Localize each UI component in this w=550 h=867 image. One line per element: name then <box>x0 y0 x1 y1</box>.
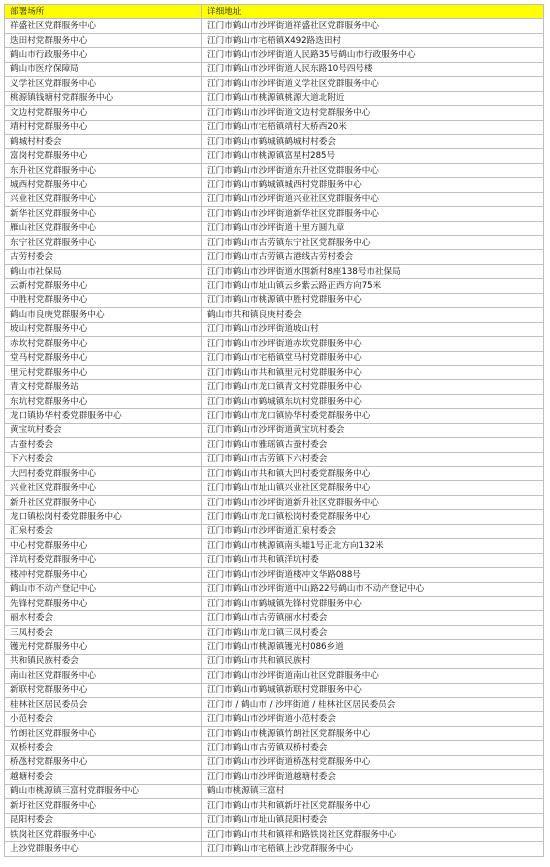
table-row <box>5 409 544 423</box>
address-cell: 江门市鹤山市桃源镇镬光村086乡道 <box>202 640 544 654</box>
place-cell: 小范村委会 <box>5 712 202 726</box>
place-cell: 三凤村委会 <box>5 625 202 639</box>
table-row <box>5 351 544 365</box>
address-cell: 江门市鹤山市沙坪街道义学社区党群服务中心 <box>202 77 544 91</box>
place-cell: 青文村党群服务站 <box>5 380 202 394</box>
table-row <box>5 322 544 336</box>
address-cell: 江门市 / 鹤山市 / 沙坪街道 / 桂林社区居民委员会 <box>202 698 544 712</box>
table-row <box>5 467 544 481</box>
table-row <box>5 452 544 466</box>
table-row <box>5 582 544 596</box>
place-cell: 新联村党群服务中心 <box>5 683 202 697</box>
table-row <box>5 669 544 683</box>
table-row <box>5 221 544 235</box>
address-cell: 江门市鹤山市共和镇新圩社区党群服务中心 <box>202 799 544 813</box>
address-cell: 江门市鹤山市桃源镇富星村285号 <box>202 149 544 163</box>
address-cell: 江门市鹤山市沙坪街道汇泉村委会 <box>202 524 544 538</box>
place-cell: 雁山社区党群服务中心 <box>5 221 202 235</box>
place-cell: 靖村村党群服务中心 <box>5 120 202 134</box>
table-row <box>5 207 544 221</box>
table-row <box>5 683 544 697</box>
place-cell: 丽水村委会 <box>5 611 202 625</box>
place-cell: 铁岗社区党群服务中心 <box>5 827 202 841</box>
table-row <box>5 438 544 452</box>
table-row <box>5 726 544 740</box>
table-row <box>5 91 544 105</box>
address-cell: 江门市鹤山市沙坪街道小范村委会 <box>202 712 544 726</box>
address-cell: 江门市鹤山市沙坪街道兴业社区党群服务中心 <box>202 192 544 206</box>
table-row <box>5 611 544 625</box>
table-row <box>5 524 544 538</box>
place-cell: 义学社区党群服务中心 <box>5 77 202 91</box>
place-cell: 龙口镇松岗村委党群服务中心 <box>5 510 202 524</box>
place-cell: 洋坑村委党群服务中心 <box>5 553 202 567</box>
address-cell: 江门市鹤山市鹤城镇鹤城村村委会 <box>202 134 544 148</box>
place-cell: 中胜村党群服务中心 <box>5 293 202 307</box>
address-cell: 江门市鹤山市址山镇云乡紫云路正西方向75米 <box>202 279 544 293</box>
place-cell: 桥氹村党群服务中心 <box>5 755 202 769</box>
place-cell: 新升社区党群服务中心 <box>5 495 202 509</box>
table-row <box>5 279 544 293</box>
place-cell: 东升社区党群服务中心 <box>5 163 202 177</box>
address-cell: 江门市鹤山市雅瑶镇古蚕村委会 <box>202 438 544 452</box>
place-cell: 新圩社区党群服务中心 <box>5 799 202 813</box>
place-cell: 上沙党群服务中心 <box>5 842 202 856</box>
table-row <box>5 134 544 148</box>
address-cell: 江门市鹤山市沙坪街道黄宝坑村委会 <box>202 423 544 437</box>
address-cell: 江门市鹤山市桃源镇桃源大道北附近 <box>202 91 544 105</box>
address-cell: 江门市鹤山市沙坪街道水围新村8座138号市社保局 <box>202 264 544 278</box>
address-cell: 江门市鹤山市鹤城镇城西村党群服务中心 <box>202 178 544 192</box>
table-row <box>5 784 544 798</box>
place-cell: 汇泉村委会 <box>5 524 202 538</box>
table-row <box>5 33 544 47</box>
table-row <box>5 770 544 784</box>
table-row <box>5 755 544 769</box>
table-row <box>5 640 544 654</box>
address-cell: 江门市鹤山市共和镇民族村 <box>202 654 544 668</box>
place-cell: 城西村党群服务中心 <box>5 178 202 192</box>
place-cell: 古劳村委会 <box>5 250 202 264</box>
table-row <box>5 62 544 76</box>
table-row <box>5 842 544 856</box>
table-row <box>5 510 544 524</box>
place-cell: 古蚕村委会 <box>5 438 202 452</box>
address-cell: 江门市鹤山市共和镇洋坑村委 <box>202 553 544 567</box>
address-cell: 江门市鹤山市沙坪街道坡山村 <box>202 322 544 336</box>
address-cell: 江门市鹤山市宅梧镇堂马村党群服务中心 <box>202 351 544 365</box>
address-cell: 江门市鹤山市址山镇昆阳村委会 <box>202 813 544 827</box>
place-cell: 黄宝坑村委会 <box>5 423 202 437</box>
table-row <box>5 48 544 62</box>
address-cell: 江门市鹤山市龙口镇三凤村委会 <box>202 625 544 639</box>
table-row <box>5 178 544 192</box>
header-row <box>5 5 544 19</box>
address-cell: 江门市鹤山市古劳镇丽水村委会 <box>202 611 544 625</box>
address-cell: 江门市鹤山市桃源镇中胜村党群服务中心 <box>202 293 544 307</box>
site-address-table <box>4 4 544 857</box>
place-cell: 昆阳村委会 <box>5 813 202 827</box>
address-cell: 江门市鹤山市古劳镇东宁社区党群服务中心 <box>202 236 544 250</box>
address-cell: 江门市鹤山市古劳镇双桥村委会 <box>202 741 544 755</box>
address-cell: 江门市鹤山市共和镇祥和路铁岗社区党群服务中心 <box>202 827 544 841</box>
place-cell: 大凹村委党群服务中心 <box>5 467 202 481</box>
address-cell: 鹤山市桃源镇三富村 <box>202 784 544 798</box>
address-cell: 江门市鹤山市沙坪街道东升社区党群服务中心 <box>202 163 544 177</box>
place-cell: 中心村党群服务中心 <box>5 539 202 553</box>
table-row <box>5 337 544 351</box>
table-row <box>5 654 544 668</box>
place-cell: 迭田村党群服务中心 <box>5 33 202 47</box>
table-row <box>5 264 544 278</box>
table-row <box>5 149 544 163</box>
place-cell: 赤坎村党群服务中心 <box>5 337 202 351</box>
address-cell: 江门市鹤山市址山镇兴业社区党群服务中心 <box>202 481 544 495</box>
address-cell: 江门市鹤山市沙坪街道新华社区党群服务中心 <box>202 207 544 221</box>
table-row <box>5 120 544 134</box>
table-row <box>5 568 544 582</box>
table-row <box>5 625 544 639</box>
place-cell: 富岗村党群服务中心 <box>5 149 202 163</box>
address-cell: 江门市鹤山市共和镇大凹村委党群服务中心 <box>202 467 544 481</box>
address-cell: 江门市鹤山市龙口镇松岗村委党群服务中心 <box>202 510 544 524</box>
table-row <box>5 596 544 610</box>
place-cell: 里元村党群服务中心 <box>5 365 202 379</box>
place-cell: 先锋村党群服务中心 <box>5 596 202 610</box>
place-cell: 镬光村党群服务中心 <box>5 640 202 654</box>
address-cell: 江门市鹤山市宅梧镇X492路迭田村 <box>202 33 544 47</box>
place-cell: 文边村党群服务中心 <box>5 106 202 120</box>
address-cell: 鹤山市共和镇良庚村委会 <box>202 308 544 322</box>
place-cell: 坡山村党群服务中心 <box>5 322 202 336</box>
address-cell: 江门市鹤山市共和镇里元村党群服务中心 <box>202 365 544 379</box>
address-cell: 江门市鹤山市沙坪街道越塘村委会 <box>202 770 544 784</box>
address-cell: 江门市鹤山市宅梧镇上沙党群服务中心 <box>202 842 544 856</box>
table-row <box>5 77 544 91</box>
address-cell: 江门市鹤山市鹤城镇东坑村党群服务中心 <box>202 394 544 408</box>
place-cell: 鹤山市医疗保障局 <box>5 62 202 76</box>
address-cell: 江门市鹤山市鹤城镇先锋村党群服务中心 <box>202 596 544 610</box>
address-cell: 江门市鹤山市桃源镇南头墟1号正北方向132米 <box>202 539 544 553</box>
table-row <box>5 163 544 177</box>
place-cell: 新华社区党群服务中心 <box>5 207 202 221</box>
place-cell: 鹤山市桃源镇三富村党群服务中心 <box>5 784 202 798</box>
place-cell: 越塘村委会 <box>5 770 202 784</box>
table-row <box>5 308 544 322</box>
place-cell: 桂林社区居民委员会 <box>5 698 202 712</box>
address-cell: 江门市鹤山市龙口镇青文村党群服务中心 <box>202 380 544 394</box>
table-row <box>5 495 544 509</box>
table-row <box>5 799 544 813</box>
table-row <box>5 293 544 307</box>
place-cell: 竹朗社区党群服务中心 <box>5 726 202 740</box>
table-row <box>5 19 544 33</box>
place-cell: 东坑村党群服务中心 <box>5 394 202 408</box>
place-cell: 兴业社区党群服务中心 <box>5 481 202 495</box>
place-cell: 双桥村委会 <box>5 741 202 755</box>
header-place: 部署场所 <box>5 5 202 19</box>
address-cell: 江门市鹤山市沙坪街道文边村党群服务中心 <box>202 106 544 120</box>
place-cell: 堂马村党群服务中心 <box>5 351 202 365</box>
address-cell: 江门市鹤山市沙坪街道中山路22号鹤山市不动产登记中心 <box>202 582 544 596</box>
table-row <box>5 741 544 755</box>
table-row <box>5 106 544 120</box>
place-cell: 兴业社区党群服务中心 <box>5 192 202 206</box>
table-row <box>5 394 544 408</box>
place-cell: 龙口镇协华村委党群服务中心 <box>5 409 202 423</box>
table-row <box>5 813 544 827</box>
table-row <box>5 236 544 250</box>
address-cell: 江门市鹤山市龙口镇协华村委党群服务中心 <box>202 409 544 423</box>
table-row <box>5 365 544 379</box>
place-cell: 东宁社区党群服务中心 <box>5 236 202 250</box>
table-row <box>5 712 544 726</box>
address-cell: 江门市鹤山市宅梧镇靖村大桥西20米 <box>202 120 544 134</box>
address-cell: 江门市鹤山市鹤城镇新联村党群服务中心 <box>202 683 544 697</box>
table-row <box>5 539 544 553</box>
place-cell: 共和镇民族村委会 <box>5 654 202 668</box>
table-row <box>5 481 544 495</box>
address-cell: 江门市鹤山市沙坪街道楼冲文华路088号 <box>202 568 544 582</box>
address-cell: 江门市鹤山市古劳镇古港线古劳村委会 <box>202 250 544 264</box>
table-row <box>5 698 544 712</box>
address-cell: 江门市鹤山市沙坪街道新升社区党群服务中心 <box>202 495 544 509</box>
place-cell: 楼冲村党群服务中心 <box>5 568 202 582</box>
table-row <box>5 380 544 394</box>
place-cell: 鹤城村村委会 <box>5 134 202 148</box>
address-cell: 江门市鹤山市沙坪街道桥氹村党群服务中心 <box>202 755 544 769</box>
place-cell: 南山社区党群服务中心 <box>5 669 202 683</box>
address-cell: 江门市鹤山市沙坪街道人民东路10号四号楼 <box>202 62 544 76</box>
address-cell: 江门市鹤山市沙坪街道赤坎党群服务中心 <box>202 337 544 351</box>
place-cell: 鹤山市行政服务中心 <box>5 48 202 62</box>
table-row <box>5 827 544 841</box>
address-cell: 江门市鹤山市沙坪街道人民路35号鹤山市行政服务中心 <box>202 48 544 62</box>
table-row <box>5 553 544 567</box>
place-cell: 祥盛社区党群服务中心 <box>5 19 202 33</box>
address-cell: 江门市鹤山市沙坪街道祥盛社区党群服务中心 <box>202 19 544 33</box>
address-cell: 江门市鹤山市古劳镇下六村委会 <box>202 452 544 466</box>
table-row <box>5 192 544 206</box>
place-cell: 鹤山市良庚党群服务中心 <box>5 308 202 322</box>
address-cell: 江门市鹤山市沙坪街道十里方圆九章 <box>202 221 544 235</box>
table-row <box>5 423 544 437</box>
address-cell: 江门市鹤山市沙坪街道南山社区党群服务中心 <box>202 669 544 683</box>
place-cell: 鹤山市社保局 <box>5 264 202 278</box>
header-address: 详细地址 <box>202 5 544 19</box>
address-cell: 江门市鹤山市桃源镇竹朗社区党群服务中心 <box>202 726 544 740</box>
table-row <box>5 250 544 264</box>
place-cell: 下六村委会 <box>5 452 202 466</box>
table-body <box>5 19 544 856</box>
place-cell: 桃源镇钱塘村党群服务中心 <box>5 91 202 105</box>
place-cell: 云新村党群服务中心 <box>5 279 202 293</box>
place-cell: 鹤山市不动产登记中心 <box>5 582 202 596</box>
